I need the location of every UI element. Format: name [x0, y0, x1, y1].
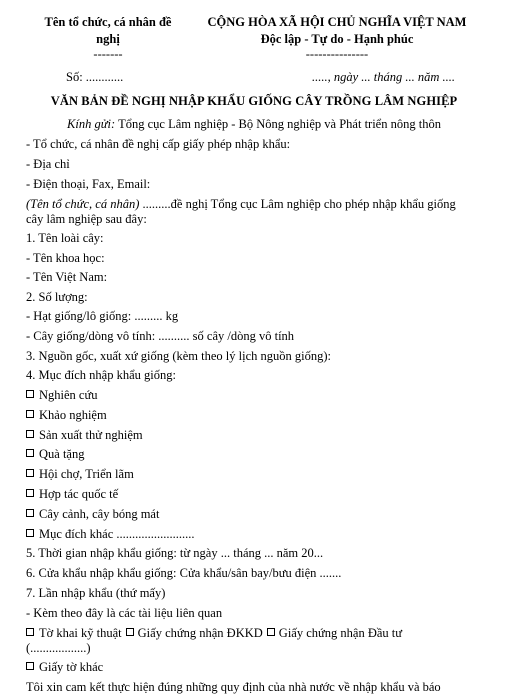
- checkbox-icon[interactable]: [26, 628, 34, 636]
- doc-business-label: Giấy chứng nhận ĐKKD: [137, 626, 263, 640]
- checkbox-icon[interactable]: [26, 662, 34, 670]
- request-line-2: cây lâm nghiệp sau đây:: [26, 212, 147, 226]
- national-header: [176, 14, 498, 60]
- checkbox-icon[interactable]: [26, 469, 34, 477]
- purpose-label: Hội chợ, Triển lãm: [39, 467, 134, 481]
- clone-line: - Cây giống/dòng vô tính: .......... số cây /dòng vô tính: [26, 329, 295, 343]
- doc-other-option[interactable]: [26, 660, 103, 675]
- origin-line: 3. Nguồn gốc, xuất xứ giống (kèm theo lý lịch nguồn giống):: [26, 349, 331, 363]
- purpose-option[interactable]: [26, 487, 118, 502]
- contact-line: - Điện thoại, Fax, Email:: [26, 177, 151, 191]
- purpose-label: Khảo nghiệm: [39, 408, 107, 422]
- applicant-line: - Tổ chức, cá nhân đề nghị cấp giấy phép nhập khẩu:: [26, 137, 291, 151]
- document-title: VĂN BẢN ĐỀ NGHỊ NHẬP KHẨU GIỐNG CÂY TRỒNG LÂM NGHIỆP: [50, 94, 458, 108]
- purpose-heading: 4. Mục đích nhập khẩu giống:: [26, 368, 176, 382]
- attached-docs-line: - Kèm theo đây là các tài liệu liên quan: [26, 606, 223, 620]
- purpose-label: Hợp tác quốc tế: [39, 487, 119, 501]
- scientific-name-line: - Tên khoa học:: [26, 251, 105, 265]
- checkbox-icon[interactable]: [26, 449, 34, 457]
- checkbox-icon[interactable]: [126, 628, 134, 636]
- document-number: Số: ............: [66, 70, 124, 84]
- document-date: ....., ngày ... tháng ... năm ....: [312, 70, 456, 84]
- purpose-option[interactable]: [26, 408, 107, 423]
- recipient-line: [0, 117, 508, 132]
- checkbox-icon[interactable]: [26, 390, 34, 398]
- purpose-option[interactable]: [26, 467, 134, 482]
- recipient-label: Kính gửi:: [67, 117, 116, 131]
- border-gate-line: 6. Cửa khẩu nhập khẩu giống: Cửa khẩu/sân bay/bưu điện .......: [26, 566, 342, 580]
- organization-header: [18, 14, 198, 60]
- checkbox-icon[interactable]: [26, 410, 34, 418]
- org-divider: -------: [93, 47, 123, 61]
- checkbox-icon[interactable]: [26, 430, 34, 438]
- purpose-option[interactable]: [26, 428, 143, 443]
- address-line: - Địa chỉ: [26, 157, 70, 171]
- request-text: .........đề nghị Tổng cục Lâm nghiệp cho phép nhập khẩu giống: [139, 197, 456, 211]
- vietnamese-name-line: - Tên Việt Nam:: [26, 270, 108, 284]
- doc-investment-label: Giấy chứng nhận Đầu tư: [278, 626, 403, 640]
- commitment-line: Tôi xin cam kết thực hiện đúng những quy định của nhà nước về nhập khẩu và báo: [26, 680, 441, 694]
- purpose-option[interactable]: [26, 388, 98, 403]
- purpose-option[interactable]: [26, 447, 84, 462]
- motto-divider: ---------------: [305, 47, 369, 61]
- checkbox-icon[interactable]: [26, 489, 34, 497]
- doc-other-label: Giấy tờ khác: [39, 660, 104, 674]
- checkbox-icon[interactable]: [26, 509, 34, 517]
- purpose-label: Nghiên cứu: [39, 388, 98, 402]
- doc-investment-continuation: (..................): [26, 641, 91, 655]
- purpose-option[interactable]: [26, 527, 195, 542]
- checkbox-icon[interactable]: [26, 529, 34, 537]
- recipient-value: Tổng cục Lâm nghiệp - Bộ Nông nghiệp và Phát triển nông thôn: [118, 117, 441, 131]
- country-name: CỘNG HÒA XÃ HỘI CHỦ NGHĨA VIỆT NAM: [207, 15, 467, 29]
- attached-docs-options: [26, 626, 402, 641]
- species-heading: 1. Tên loài cây:: [26, 231, 104, 245]
- purpose-option[interactable]: [26, 507, 159, 522]
- purpose-label: Cây cảnh, cây bóng mát: [39, 507, 160, 521]
- import-time-line: 5. Thời gian nhập khẩu giống: từ ngày ... tháng ... năm 20...: [26, 546, 324, 560]
- request-line: [26, 197, 456, 212]
- org-label-line1: Tên tổ chức, cá nhân đề: [44, 15, 172, 29]
- quantity-heading: 2. Số lượng:: [26, 290, 88, 304]
- import-times-heading: 7. Lần nhập khẩu (thứ mấy): [26, 586, 166, 600]
- request-applicant-placeholder: (Tên tổ chức, cá nhân): [26, 197, 140, 211]
- purpose-label: Sản xuất thử nghiệm: [39, 428, 143, 442]
- seed-lot-line: - Hạt giống/lô giống: ......... kg: [26, 309, 179, 323]
- national-motto: Độc lập - Tự do - Hạnh phúc: [260, 32, 414, 46]
- org-label-line2: nghị: [96, 32, 120, 46]
- purpose-label: Quà tặng: [39, 447, 85, 461]
- doc-declaration-label: Tờ khai kỹ thuật: [39, 626, 122, 640]
- checkbox-icon[interactable]: [267, 628, 275, 636]
- purpose-label: Mục đích khác .........................: [39, 527, 195, 541]
